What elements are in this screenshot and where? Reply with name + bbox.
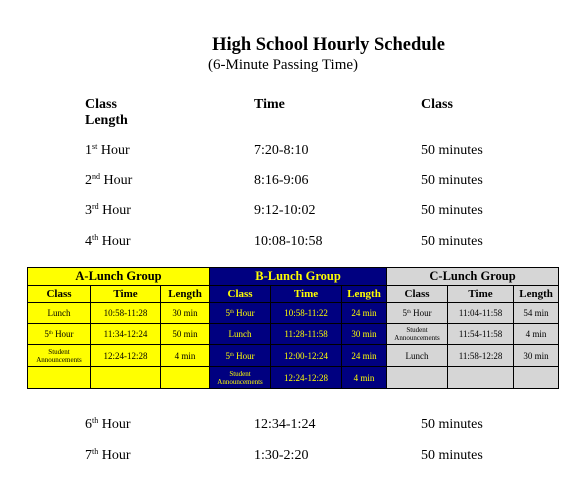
b-lunch-group-header: B-Lunch Group (210, 268, 387, 286)
b-row3-length: 24 min (342, 345, 387, 367)
b-col-class: Class (210, 286, 271, 303)
c-col-class: Class (387, 286, 448, 303)
hour-time-1: 7:20-8:10 (254, 143, 309, 158)
b-col-time: Time (271, 286, 342, 303)
a-lunch-group-header: A-Lunch Group (28, 268, 210, 286)
c-row2-time: 11:54-11:58 (448, 324, 514, 345)
b-row1-class: 5th Hour (210, 303, 271, 324)
b-row2-class: Lunch (210, 324, 271, 345)
hour-time-4: 10:08-10:58 (254, 234, 323, 249)
a-col-length: Length (161, 286, 210, 303)
hour-label-4: 4th Hour (85, 233, 131, 249)
a-row3-length: 4 min (161, 345, 210, 367)
b-row1-length: 24 min (342, 303, 387, 324)
table-row (28, 303, 559, 324)
c-row1-time: 11:04-11:58 (448, 303, 514, 324)
b-row4-class: Student Announcements (210, 367, 271, 389)
header-time: Time (254, 97, 285, 112)
page-title: High School Hourly Schedule (212, 35, 445, 55)
a-row2-class: 5th Hour (28, 324, 91, 345)
c-row3-time: 11:58-12:28 (448, 345, 514, 367)
table-row (28, 367, 559, 389)
table-row (28, 345, 559, 367)
a-col-class: Class (28, 286, 91, 303)
c-row3-length: 30 min (514, 345, 559, 367)
b-row4-length: 4 min (342, 367, 387, 389)
hour-length-4: 50 minutes (421, 234, 483, 249)
c-row4-time (448, 367, 514, 389)
hour-length-3: 50 minutes (421, 203, 483, 218)
c-row2-length: 4 min (514, 324, 559, 345)
c-row3-class: Lunch (387, 345, 448, 367)
hour-label-7: 7th Hour (85, 447, 131, 463)
c-col-length: Length (514, 286, 559, 303)
hour-time-3: 9:12-10:02 (254, 203, 316, 218)
table-row (28, 324, 559, 345)
hour-label-6: 6th Hour (85, 416, 131, 432)
page-subtitle: (6-Minute Passing Time) (208, 57, 359, 73)
b-col-length: Length (342, 286, 387, 303)
b-row3-class: 5th Hour (210, 345, 271, 367)
c-row1-length: 54 min (514, 303, 559, 324)
b-row4-time: 12:24-12:28 (271, 367, 342, 389)
c-row2-class: Student Announcements (387, 324, 448, 345)
a-row2-length: 50 min (161, 324, 210, 345)
lunch-groups-table (27, 267, 559, 389)
hour-length-6: 50 minutes (421, 417, 483, 432)
hour-length-2: 50 minutes (421, 173, 483, 188)
header-class-length-line2: Length (85, 113, 128, 128)
a-col-time: Time (91, 286, 161, 303)
hour-time-7: 1:30-2:20 (254, 448, 309, 463)
a-row3-time: 12:24-12:28 (91, 345, 161, 367)
a-row4-length (161, 367, 210, 389)
a-row1-length: 30 min (161, 303, 210, 324)
a-row4-time (91, 367, 161, 389)
b-row1-time: 10:58-11:22 (271, 303, 342, 324)
b-row2-length: 30 min (342, 324, 387, 345)
a-row1-time: 10:58-11:28 (91, 303, 161, 324)
a-row2-time: 11:34-12:24 (91, 324, 161, 345)
hour-length-7: 50 minutes (421, 448, 483, 463)
hour-label-1: 1st Hour (85, 142, 130, 158)
hour-label-2: 2nd Hour (85, 172, 133, 188)
a-row1-class: Lunch (28, 303, 91, 324)
hour-time-6: 12:34-1:24 (254, 417, 316, 432)
c-row4-length (514, 367, 559, 389)
c-row1-class: 5th Hour (387, 303, 448, 324)
header-class-length (85, 97, 128, 129)
header-class-length-line1: Class (85, 97, 117, 112)
hour-time-2: 8:16-9:06 (254, 173, 309, 188)
b-row3-time: 12:00-12:24 (271, 345, 342, 367)
hour-label-3: 3rd Hour (85, 202, 131, 218)
b-row2-time: 11:28-11:58 (271, 324, 342, 345)
a-row3-class: Student Announcements (28, 345, 91, 367)
c-lunch-group-header: C-Lunch Group (387, 268, 559, 286)
a-row4-class (28, 367, 91, 389)
c-col-time: Time (448, 286, 514, 303)
header-class: Class (421, 97, 453, 112)
hour-length-1: 50 minutes (421, 143, 483, 158)
c-row4-class (387, 367, 448, 389)
